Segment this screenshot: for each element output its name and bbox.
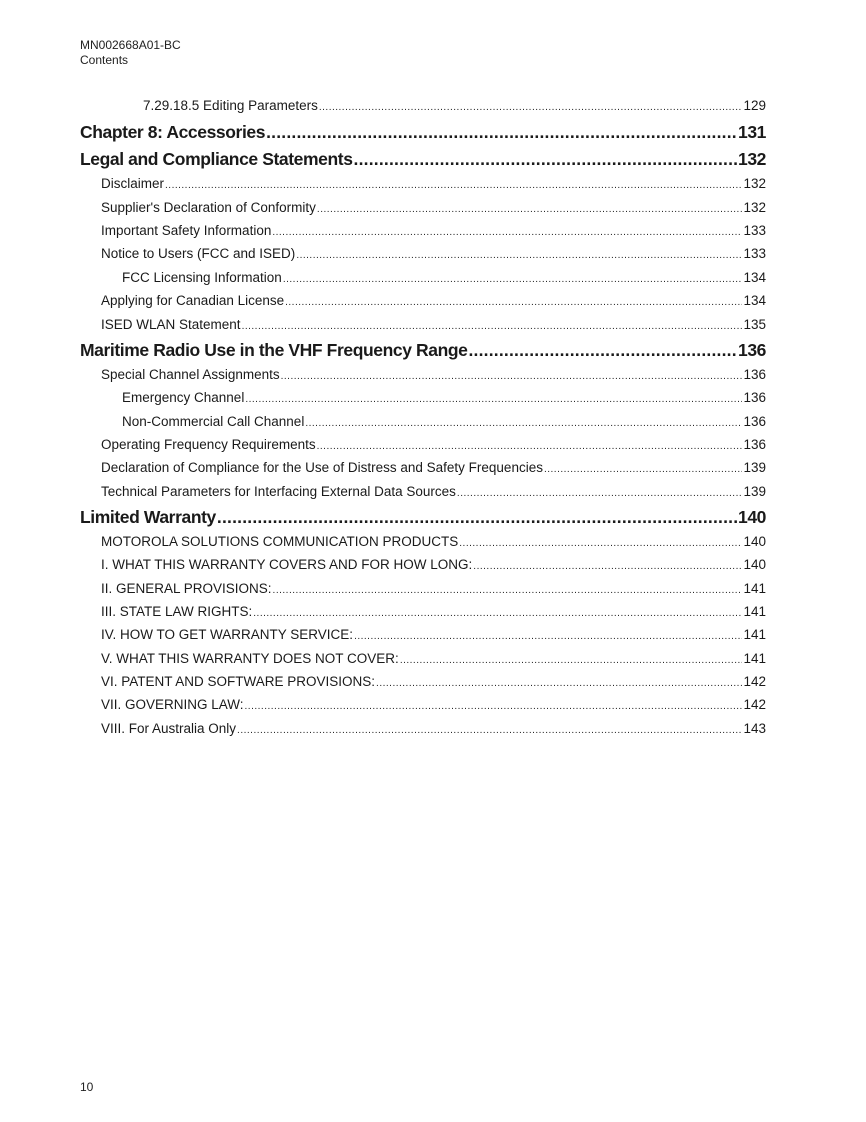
toc-entry[interactable]	[80, 484, 766, 499]
toc-entry-title: FCC Licensing Information	[122, 270, 282, 285]
toc-entry-title: Non-Commercial Call Channel	[122, 414, 305, 429]
toc-dot-leader	[296, 250, 742, 261]
toc-entry[interactable]	[80, 721, 766, 736]
toc-dot-leader	[242, 321, 743, 332]
toc-entry-page: 132	[738, 149, 766, 169]
toc-dot-leader	[272, 227, 742, 238]
toc-entry-title: Maritime Radio Use in the VHF Frequency Range	[80, 340, 468, 360]
toc-entry-page: 141	[743, 627, 766, 642]
section-label: Contents	[80, 53, 129, 67]
toc-dot-leader	[317, 441, 743, 452]
toc-entry-page: 132	[743, 176, 766, 191]
toc-entry-page: 136	[738, 340, 766, 360]
toc-entry-title: VII. GOVERNING LAW:	[101, 697, 244, 712]
toc-entry-page: 142	[743, 674, 766, 689]
toc-entry[interactable]	[80, 414, 766, 429]
toc-entry-title: Chapter 8: Accessories	[80, 122, 266, 142]
toc-dot-leader	[281, 371, 743, 382]
toc-entry-page: 139	[743, 484, 766, 499]
toc-entry-title: Important Safety Information	[101, 223, 272, 238]
toc-entry-page: 131	[738, 122, 766, 142]
toc-entry-title: IV. HOW TO GET WARRANTY SERVICE:	[101, 627, 354, 642]
toc-entry[interactable]	[80, 200, 766, 215]
toc-entry[interactable]	[80, 604, 766, 619]
toc-entry[interactable]	[80, 149, 766, 170]
toc-dot-leader	[317, 204, 743, 215]
toc-entry-page: 129	[743, 98, 766, 113]
page-number: 10	[80, 1080, 94, 1094]
toc-entry[interactable]	[80, 317, 766, 332]
toc-dot-leader	[217, 507, 737, 528]
toc-dot-leader	[283, 274, 743, 285]
toc-entry-page: 140	[738, 507, 766, 527]
toc-entry-title: Operating Frequency Requirements	[101, 437, 316, 452]
toc-entry-title: ISED WLAN Statement	[101, 317, 241, 332]
toc-dot-leader	[469, 340, 738, 361]
toc-dot-leader	[354, 149, 737, 170]
toc-entry-page: 140	[743, 534, 766, 549]
toc-entry-page: 136	[743, 414, 766, 429]
toc-dot-leader	[165, 180, 742, 191]
toc-dot-leader	[285, 297, 742, 308]
toc-entry-title: Applying for Canadian License	[101, 293, 285, 308]
toc-entry[interactable]	[80, 651, 766, 666]
toc-entry-title: I. WHAT THIS WARRANTY COVERS AND FOR HOW LONG:	[101, 557, 473, 572]
toc-entry-title: Legal and Compliance Statements	[80, 149, 353, 169]
toc-entry-title: 7.29.18.5 Editing Parameters	[143, 98, 318, 113]
toc-entry-title: VIII. For Australia Only	[101, 721, 237, 736]
toc-dot-leader	[237, 725, 742, 736]
toc-entry-title: Supplier's Declaration of Conformity	[101, 200, 316, 215]
toc-entry-page: 135	[743, 317, 766, 332]
toc-dot-leader	[376, 678, 742, 689]
toc-entry-title: V. WHAT THIS WARRANTY DOES NOT COVER:	[101, 651, 399, 666]
toc-entry-page: 132	[743, 200, 766, 215]
toc-entry-page: 141	[743, 604, 766, 619]
toc-entry[interactable]	[80, 270, 766, 285]
toc-entry[interactable]	[80, 293, 766, 308]
toc-entry-page: 136	[743, 367, 766, 382]
toc-entry[interactable]	[80, 390, 766, 405]
toc-entry[interactable]	[80, 674, 766, 689]
toc-entry[interactable]	[80, 246, 766, 261]
toc-entry-title: Notice to Users (FCC and ISED)	[101, 246, 296, 261]
toc-entry-title: II. GENERAL PROVISIONS:	[101, 581, 272, 596]
toc-entry[interactable]	[80, 223, 766, 238]
toc-dot-leader	[273, 585, 743, 596]
document-id: MN002668A01-BC	[80, 38, 181, 52]
toc-entry-title: Limited Warranty	[80, 507, 216, 527]
toc-dot-leader	[266, 122, 737, 143]
toc-entry[interactable]	[80, 122, 766, 143]
toc-entry-page: 140	[743, 557, 766, 572]
toc-dot-leader	[459, 538, 742, 549]
toc-entry-page: 133	[743, 223, 766, 238]
toc-entry[interactable]	[80, 507, 766, 528]
toc-entry-page: 134	[743, 270, 766, 285]
toc-entry[interactable]	[80, 367, 766, 382]
toc-entry-title: Declaration of Compliance for the Use of Distress and Safety Frequencies	[101, 460, 543, 475]
toc-entry-title: MOTOROLA SOLUTIONS COMMUNICATION PRODUCTS	[101, 534, 459, 549]
toc-entry-page: 136	[743, 390, 766, 405]
toc-entry[interactable]	[80, 581, 766, 596]
toc-dot-leader	[245, 701, 743, 712]
toc-dot-leader	[319, 102, 743, 113]
page-header	[80, 38, 181, 68]
toc-entry-title: VI. PATENT AND SOFTWARE PROVISIONS:	[101, 674, 376, 689]
toc-entry-title: Technical Parameters for Interfacing External Data Sources	[101, 484, 456, 499]
toc-entry[interactable]	[80, 460, 766, 475]
toc-entry-page: 143	[743, 721, 766, 736]
toc-entry[interactable]	[80, 697, 766, 712]
toc-entry[interactable]	[80, 534, 766, 549]
toc-entry-page: 133	[743, 246, 766, 261]
toc-entry[interactable]	[80, 557, 766, 572]
toc-entry[interactable]	[80, 340, 766, 361]
toc-entry-page: 139	[743, 460, 766, 475]
toc-dot-leader	[473, 561, 742, 572]
toc-entry-title: Disclaimer	[101, 176, 165, 191]
toc-entry-page: 136	[743, 437, 766, 452]
toc-dot-leader	[457, 488, 743, 499]
toc-entry[interactable]	[80, 176, 766, 191]
toc-entry[interactable]	[80, 437, 766, 452]
toc-entry[interactable]	[80, 627, 766, 642]
toc-dot-leader	[305, 418, 742, 429]
toc-entry-page: 141	[743, 651, 766, 666]
toc-entry[interactable]	[80, 98, 766, 113]
toc-entry-page: 142	[743, 697, 766, 712]
toc-entry-title: Special Channel Assignments	[101, 367, 280, 382]
toc-dot-leader	[245, 394, 742, 405]
toc-entry-title: III. STATE LAW RIGHTS:	[101, 604, 253, 619]
toc-dot-leader	[400, 655, 743, 666]
toc-dot-leader	[544, 464, 743, 475]
toc-entry-page: 141	[743, 581, 766, 596]
toc-dot-leader	[253, 608, 742, 619]
toc-entry-page: 134	[743, 293, 766, 308]
toc-dot-leader	[354, 631, 742, 642]
toc-entry-title: Emergency Channel	[122, 390, 245, 405]
